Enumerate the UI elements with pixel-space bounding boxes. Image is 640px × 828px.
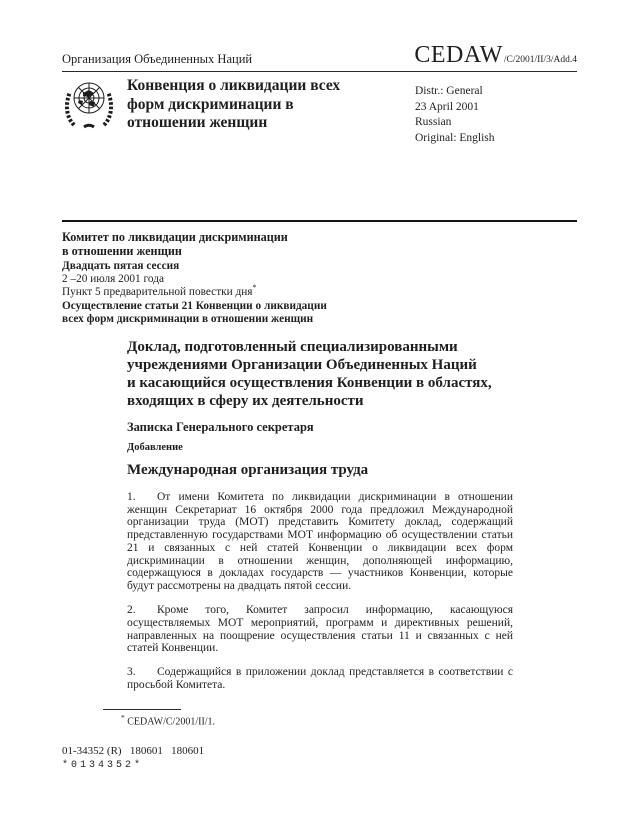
convention-title-line: Конвенция о ликвидации всех: [127, 77, 341, 94]
footnote-rule: [103, 709, 181, 710]
document-symbol: [414, 42, 577, 69]
report-title: [127, 338, 513, 410]
report-title-line: и касающийся осуществления Конвенции в областях,: [127, 375, 492, 391]
footnote-marker: *: [252, 282, 257, 292]
date-line: 23 April 2001: [415, 100, 479, 113]
distr-line: Distr.: General: [415, 85, 483, 97]
document-symbol-suffix: /C/2001/II/3/Add.4: [503, 55, 577, 65]
masthead-divider-rule: [62, 220, 577, 222]
paragraph-number: 2.: [127, 604, 136, 617]
agenda-item-text: Пункт 5 предварительной повестки дня: [62, 285, 253, 298]
un-emblem-icon: [63, 78, 115, 135]
agenda-subject-line: Осуществление статьи 21 Конвенции о ликвидации: [62, 300, 327, 313]
job-number-line: 01-34352 (R) 180601 180601: [62, 745, 205, 757]
addendum-heading: Добавление: [127, 442, 183, 453]
agenda-item: [62, 282, 327, 299]
document-body: [127, 338, 513, 703]
footnote-text: CEDAW/C/2001/II/1.: [127, 716, 216, 728]
session-dates: 2 –20 июля 2001 года: [62, 272, 164, 285]
paragraph-text: Содержащийся в приложении доклад представляется в соответствии с просьбой Комитета.: [127, 666, 513, 692]
report-title-line: Доклад, подготовленный специализированными: [127, 339, 458, 355]
report-title-line: учреждениями Организации Объединенных Наций: [127, 357, 477, 373]
header-rule: [62, 71, 577, 72]
paragraph-2: [127, 604, 513, 655]
paragraph-3: [127, 666, 513, 691]
paragraph-text: Кроме того, Комитет запросил информацию, касающуюся осуществляемых МОТ мероприятий, программ и директивных решений, направленных на поощрение осуществления статьи 11 и связанных с ней статей Конвенции.: [127, 604, 513, 655]
un-org-name: Организация Объединенных Наций: [62, 52, 253, 66]
barcode-text: *0134352*: [62, 760, 144, 771]
footnote: [121, 713, 215, 727]
report-title-line: входящих в сферу их деятельности: [127, 393, 364, 409]
agenda-subject-line: всех форм дискриминации в отношении женщин: [62, 313, 314, 326]
paragraph-1: [127, 491, 513, 593]
note-heading: Записка Генерального секретаря: [127, 420, 314, 434]
document-symbol-main: CEDAW: [414, 42, 503, 68]
session-title: Двадцать пятая сессия: [62, 260, 180, 272]
distribution-block: [415, 84, 495, 146]
original-language-line: Original: English: [415, 131, 495, 144]
language-line: Russian: [415, 116, 452, 128]
paragraph-text: От имени Комитета по ликвидации дискриминации в отношении женщин Секретариат 16 октября 2000 года предложил Международной организации труда (МОТ) представить Комитету доклад, содержащий представленную государствами МОТ информацию об осуществлении статьи 21 и связанных с ней статей Конвенции о ликвидации всех форм дискриминации в отношении женщин, дополняющей информацию, содержащуюся в докладах государств — участников Конвенции, которые будут рассмотрены на двадцать пятой сессии.: [127, 491, 513, 592]
convention-title-line: форм дискриминации в: [127, 95, 294, 113]
committee-name-line: Комитет по ликвидации дискриминации: [62, 230, 288, 244]
session-block: [62, 230, 327, 326]
convention-title: [127, 77, 340, 133]
section-heading-ilo: Международная организация труда: [127, 462, 369, 478]
convention-title-line: отношении женщин: [127, 114, 268, 131]
paragraph-number: 1.: [127, 491, 136, 503]
paragraph-number: 3.: [127, 666, 136, 679]
committee-name-line: в отношении женщин: [62, 244, 182, 258]
footnote-marker: *: [121, 713, 125, 722]
